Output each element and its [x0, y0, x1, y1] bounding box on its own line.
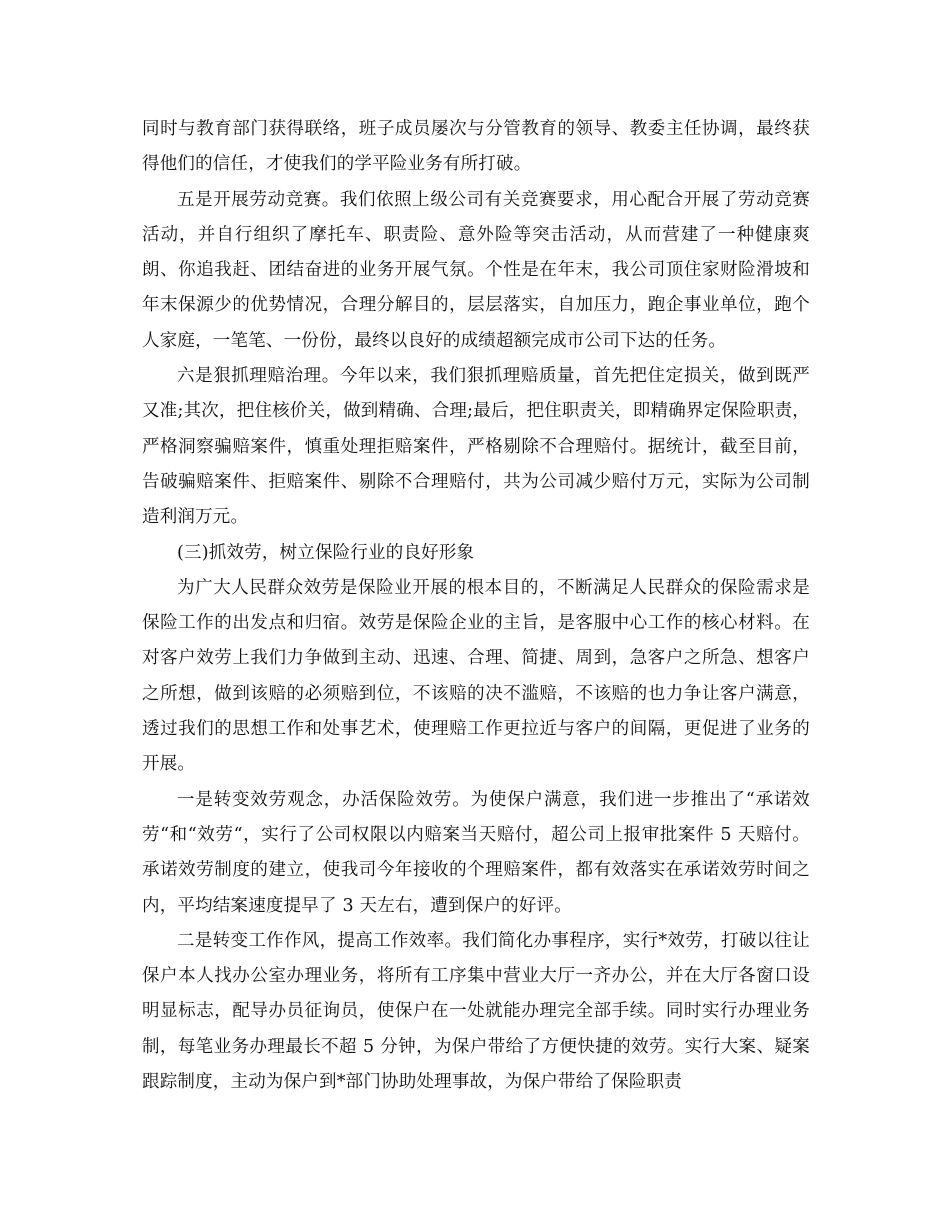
- paragraph-contact-education: 同时与教育部门获得联络，班子成员屡次与分管教育的领导、教委主任协调，最终获得他们的信任，才使我们的学平险业务有所打破。: [142, 119, 810, 175]
- paragraph-labor-competition: 五是开展劳动竞赛。我们依照上级公司有关竞赛要求，用心配合开展了劳动竞赛活动，并自行组织了摩托车、职责险、意外险等突击活动，从而营建了一种健康爽朗、你追我赶、团结奋进的业务开展气氛。个性是在年末，我公司顶住家财险滑坡和年末保源少的优势情况，合理分解目的，层层落实，自加压力，跑企事业单位，跑个人家庭，一笔笔、一份份，最终以良好的成绩超额完成市公司下达的任务。: [142, 189, 810, 351]
- paragraph-claims-management: 六是狠抓理赔治理。今年以来，我们狠抓理赔质量，首先把住定损关，做到既严又准;其次，把住核价关，做到精确、合理;最后，把住职责关，即精确界定保险职责，严格洞察骗赔案件，慎重处理拒赔案件，严格剔除不合理赔付。据统计，截至目前，告破骗赔案件、拒赔案件、剔除不合理赔付，共为公司减少赔付万元，实际为公司制造利润万元。: [142, 366, 810, 528]
- paragraph-work-style: 二是转变工作作风，提高工作效率。我们简化办事程序，实行*效劳，打破以往让保户本人找办公室办理业务，将所有工序集中营业大厅一齐办公，并在大厅各窗口设明显标志，配导办员征询员，使保户在一处就能办理完全部手续。同时实行办理业务制，每笔业务办理最长不超 5 分钟，为保户带给了方便快捷的效劳。实行大案、疑案跟踪制度，主动为保户到*部门协助处理事故，为保户带给了保险职责: [142, 930, 810, 1093]
- document-page: [142, 112, 810, 1100]
- section-heading-service: (三)抓效劳，树立保险行业的良好形象: [177, 542, 475, 563]
- paragraph-service-purpose: 为广大人民群众效劳是保险业开展的根本目的，不断满足人民群众的保险需求是保险工作的出发点和归宿。效劳是保险企业的主旨，是客服中心工作的核心材料。在对客户效劳上我们力争做到主动、迅速、合理、简捷、周到，急客户之所急、想客户之所想，做到该赔的必须赔到位，不该赔的决不滥赔，不该赔的也力争让客户满意，透过我们的思想工作和处事艺术，使理赔工作更拉近与客户的间隔，更促进了业务的开展。: [142, 577, 810, 775]
- paragraph-service-concept: 一是转变效劳观念，办活保险效劳。为使保户满意，我们进一步推出了“承诺效劳“和“效劳“，实行了公司权限以内赔案当天赔付，超公司上报审批案件 5 天赔付。承诺效劳制度的建立，使我司今年接收的个理赔案件，都有效落实在承诺效劳时间之内，平均结案速度提早了 3 天左右，遭到保户的好评。: [142, 789, 810, 916]
